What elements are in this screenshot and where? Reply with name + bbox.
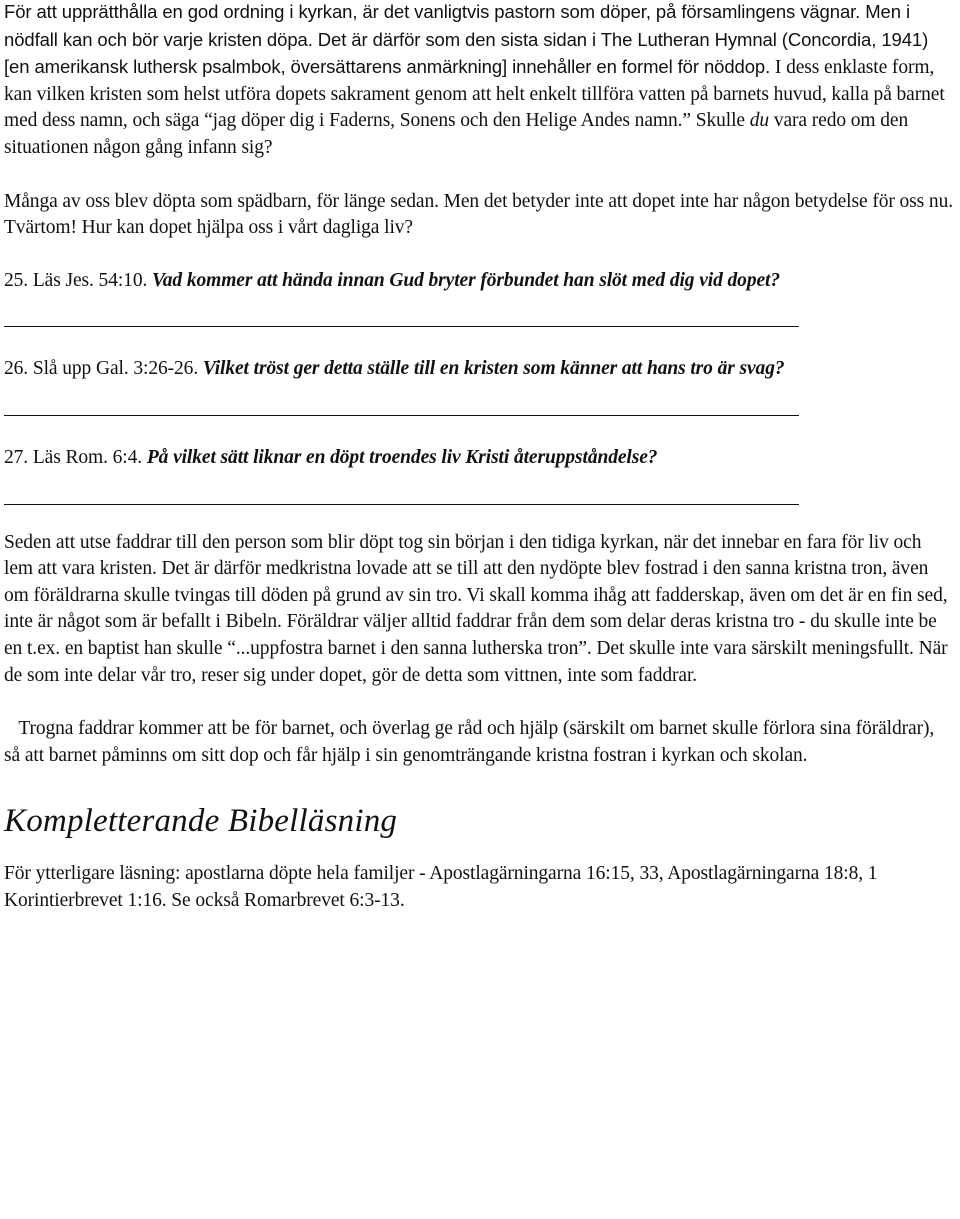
question-27-text: På vilket sätt liknar en döpt troendes liv Kristi återuppståndelse? [146, 446, 658, 468]
question-26-text: Vilket tröst ger detta ställe till en kristen som känner att hans tro är svag? [202, 358, 785, 380]
dop-paragraph: Många av oss blev döpta som spädbarn, för länge sedan. Men det betyder inte att dopet inte har någon betydelse för oss nu. Tvärtom! Hur kan dopet hjälpa oss i vårt dagliga liv? [4, 190, 954, 239]
question-26-reference: 26. Slå upp Gal. 3:26-26. [4, 358, 203, 380]
further-reading-paragraph: För ytterligare läsning: apostlarna döpte hela familjer - Apostlagärningarna 16:15, 33, Apostlagärningarna 18:8, 1 Korintierbrevet 1:16. Se också Romarbrevet 6:3-13. [4, 863, 878, 911]
intro-sans-text: För att upprätthålla en god ordning i kyrkan, är det vanligtvis pastorn som döper, på församlingens vägnar. Men i nödfall kan och bör varje kristen döpa. Det är därför som den sista sidan i The Lutheran Hymnal (Concordia, 1941) [en amerikansk luthersk psalmbok, översättarens anmärkning] innehåller en formel för nöddop. [4, 1, 929, 78]
trogna-faddrar-paragraph: Trogna faddrar kommer att be för barnet, och överlag ge råd och hjälp (särskilt om barnet skulle förlora sina föräldrar), så att barnet påminns om sitt dop och får hjälp i sin genomträngande kristna fostran i kyrkan och skolan. [4, 718, 939, 766]
answer-line-27[interactable] [4, 504, 799, 505]
question-27 [4, 445, 954, 472]
question-25 [4, 268, 954, 295]
question-25-reference: 25. Läs Jes. 54:10. [4, 269, 153, 291]
section-heading: Kompletterande Bibelläsning [4, 803, 398, 840]
intro-paragraph [4, 0, 954, 162]
answer-line-26[interactable] [4, 415, 799, 416]
intro-emphasis: du [749, 110, 770, 132]
answer-line-25[interactable] [4, 326, 799, 327]
intro-ending: vara redo om den situationen någon gång infann sig? [4, 110, 909, 158]
question-27-reference: 27. Läs Rom. 6:4. [4, 446, 147, 468]
document-page [4, 0, 954, 914]
question-25-text: Vad kommer att hända innan Gud bryter förbundet han slöt med dig vid dopet? [152, 269, 780, 291]
question-26 [4, 356, 954, 383]
intro-serif-text: I dess enklaste form, kan vilken kristen som helst utföra dopets sakrament genom att helt enkelt tillföra vatten på barnets huvud, kalla på barnet med dess namn, och säga “jag döper dig i Faderns, Sonens och den Helige Andes namn.” Skulle [4, 57, 945, 132]
faddrar-paragraph: Seden att utse faddrar till den person som blir döpt tog sin början i den tidiga kyrkan, när det innebar en fara för liv och lem att vara kristen. Det är därför medkristna lovade att se till att den nydöpte blev fostrad i den sanna kristna tron, även om föräldrarna skulle tvingas till döden på grund av sin tro. Vi skall komma ihåg att fadderskap, även om det är en fin sed, inte är något som är befallt i Bibeln. Föräldrar väljer alltid faddrar från dem som delar deras kristna tro - du skulle inte be en t.ex. en baptist han skulle “...uppfostra barnet i den sanna lutherska tron”. Det skulle inte vara särskilt meningsfullt. När de som inte delar vår tro, reser sig under dopet, gör de detta som vittnen, inte som faddrar. [4, 531, 948, 686]
